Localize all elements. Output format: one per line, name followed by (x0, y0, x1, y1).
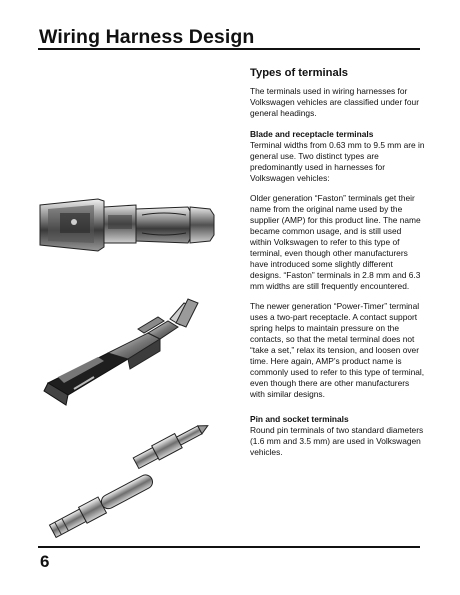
page-title: Wiring Harness Design (39, 26, 255, 48)
terminal-types-article (250, 66, 425, 467)
pin-socket-terminal-photo (40, 425, 220, 540)
intro-paragraph: The terminals used in wiring harnesses for Volkswagen vehicles are classified under four general headings. (250, 86, 419, 118)
footer-rule (38, 546, 420, 548)
header-rule (38, 48, 420, 50)
faston-paragraph: Older generation “Faston” terminals get their name from the original name used by the supplier (AMP) for this product line. The name became common usage, and is still used within Volkswagen to refer to this type of terminal, even though other manufacturers have introduced some slightly different designs. “Faston” terminals in 2.8 mm and 6.3 mm widths are still frequently encountered. (250, 193, 421, 291)
section-title: Types of terminals (250, 67, 349, 79)
pin-socket-heading: Pin and socket terminals (250, 414, 349, 424)
power-timer-paragraph: The newer generation “Power-Timer” terminal uses a two-part receptacle. A contact support spring helps to maintain pressure on the contacts, so that the metal terminal does not “take a set,” relax its tension, and loosen over time. Here again, AMP’s product name is commonly used to refer to this type of terminal, even though there are other manufacturers with similar designs. (250, 301, 425, 399)
page-number: 6 (40, 552, 50, 571)
power-timer-terminal-photo (38, 293, 213, 415)
pin-socket-paragraph: Round pin terminals of two standard diameters (1.6 mm and 3.5 mm) are used in Volkswagen vehicles. (250, 425, 424, 457)
blade-receptacle-heading: Blade and receptacle terminals (250, 129, 374, 139)
blade-widths-paragraph: Terminal widths from 0.63 mm to 9.5 mm are in general use. Two distinct types are predominantly used in harnesses for Volkswagen vehicles: (250, 140, 425, 183)
faston-terminal-photo (38, 185, 218, 265)
